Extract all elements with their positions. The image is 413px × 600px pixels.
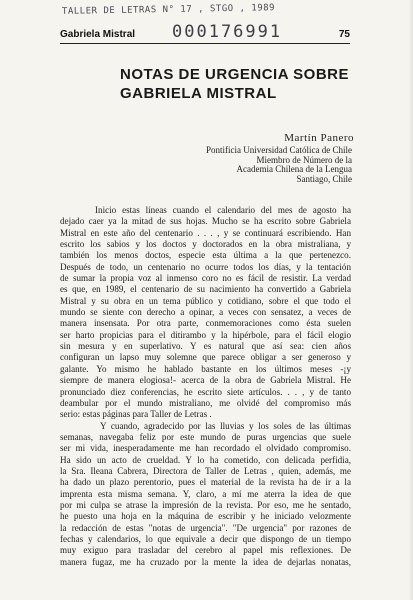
body-line: he puesto una hoja en la máquina de escribir y he iniciado velozmente bbox=[60, 511, 351, 522]
running-header-title: Gabriela Mistral bbox=[60, 29, 136, 40]
body-line: serio: estas páginas para Taller de Letras . bbox=[60, 409, 212, 420]
body-line: Mistral y su obra en un tema público y cotidiano, sobre el que todo el bbox=[60, 295, 351, 306]
body-line: Después de todo, un centenario no ocurre todos los días, y la tentación bbox=[60, 261, 351, 272]
body-line: por mi culpa se atrase la impresión de la revista. Por eso, me he sentado, bbox=[60, 499, 351, 510]
body-line: escrito los sabios y los doctos y doctorados en la obra mistraliana, y bbox=[60, 239, 351, 250]
body-line: manera insensata. Por otra parte, conmemoraciones como ésta suelen bbox=[60, 318, 351, 329]
body-line: sin mesura y en superlativo. Y es natural que así sea: cien años bbox=[60, 341, 351, 352]
body-line: manera fugaz, me ha cruzado por la mente la idea de dejarlas nonatas, bbox=[60, 556, 351, 567]
body-line: fechas y calendarios, lo que equivale a decir que dispongo de un tiempo bbox=[60, 533, 351, 544]
body-line: dejado caer ya la mitad de sus hojas. Mucho se ha escrito sobre Gabriela bbox=[60, 216, 351, 227]
paragraph-2 bbox=[60, 421, 351, 568]
body-line: galante. Yo mismo he hablado bastante en los últimos meses -¡y bbox=[60, 363, 351, 374]
body-line: de sumar la propia voz al inmenso coro no es fácil de resistir. La verdad bbox=[60, 273, 351, 284]
body-line: semanas, navegaba feliz por este mundo de puras urgencias que suele bbox=[60, 431, 351, 442]
article-body bbox=[60, 205, 351, 568]
article-title bbox=[120, 65, 360, 103]
body-line: la redacción de estas "notas de urgencia". "De urgencia" por razones de bbox=[60, 522, 351, 533]
author-name: Martín Panero bbox=[284, 132, 354, 144]
body-line: ser mi vida, inesperadamente me han recordado el olvidado compromiso. bbox=[60, 443, 351, 454]
body-line: muy exiguo para trasladar del cerebro al papel mis reflexiones. De bbox=[60, 545, 351, 556]
body-line: Mistral en este año del centenario . . . , y se continuará escribiendo. Han bbox=[60, 227, 351, 238]
running-header bbox=[60, 29, 350, 44]
body-line: pronunciado diez conferencias, he escrito siete artículos. . . , y de tanto bbox=[60, 386, 351, 397]
author-affiliation bbox=[206, 146, 352, 184]
body-line: también los menos doctos, especie esta última a la que pertenezco. bbox=[60, 250, 351, 261]
body-line: ser harto propicias para el ditirambo y la hipérbole, para el fácil elogio bbox=[60, 329, 351, 340]
body-line: Y cuando, agradecido por las lluvias y los soles de las últimas bbox=[100, 420, 351, 431]
affiliation-line: Academia Chilena de la Lengua bbox=[236, 164, 352, 174]
body-line: ha dado un plazo perentorio, pues el material de la revista ha de ir a la bbox=[60, 477, 351, 488]
body-line: es que, en 1989, el centenario de su nacimiento ha convertido a Gabriela bbox=[60, 284, 351, 295]
affiliation-line: Miembro de Número de la bbox=[256, 154, 352, 165]
handwritten-catalog-number: 000176991 bbox=[172, 22, 283, 42]
page-edge-shadow bbox=[409, 0, 413, 600]
body-line: imprenta esta misma semana. Y, claro, a mí me aterra la idea de que bbox=[60, 488, 351, 499]
article-title-line: NOTAS DE URGENCIA SOBRE bbox=[120, 66, 350, 83]
page-number: 75 bbox=[338, 29, 350, 40]
body-line: la Sra. Ileana Cabrera, Directora de Taller de Letras , quien, además, me bbox=[60, 465, 351, 476]
article-title-line: GABRIELA MISTRAL bbox=[120, 85, 277, 102]
handwritten-reference-note: TALLER DE LETRAS N° 17 , STGO , 1989 bbox=[61, 3, 276, 17]
paragraph-1 bbox=[60, 205, 351, 421]
body-line: Ha sido un acto de crueldad. Y lo ha cometido, con delicada perfidia, bbox=[60, 454, 351, 465]
body-line: deambular por el mundo mistraliano, me olvidé del compromiso más bbox=[60, 397, 351, 408]
body-line: Inicio estas líneas cuando el calendario del mes de agosto ha bbox=[95, 205, 351, 215]
body-line: configuran un lapso muy solemne que parece obligar a ser generoso y bbox=[60, 352, 351, 363]
body-line: siempre de manera elogiosa!- acerca de la obra de Gabriela Mistral. He bbox=[60, 375, 351, 386]
affiliation-line: Pontificia Universidad Católica de Chile bbox=[206, 145, 352, 155]
affiliation-line: Santiago, Chile bbox=[296, 173, 352, 184]
body-line: mundo se siente con derecho a opinar, a veces con sensatez, a veces de bbox=[60, 307, 351, 318]
